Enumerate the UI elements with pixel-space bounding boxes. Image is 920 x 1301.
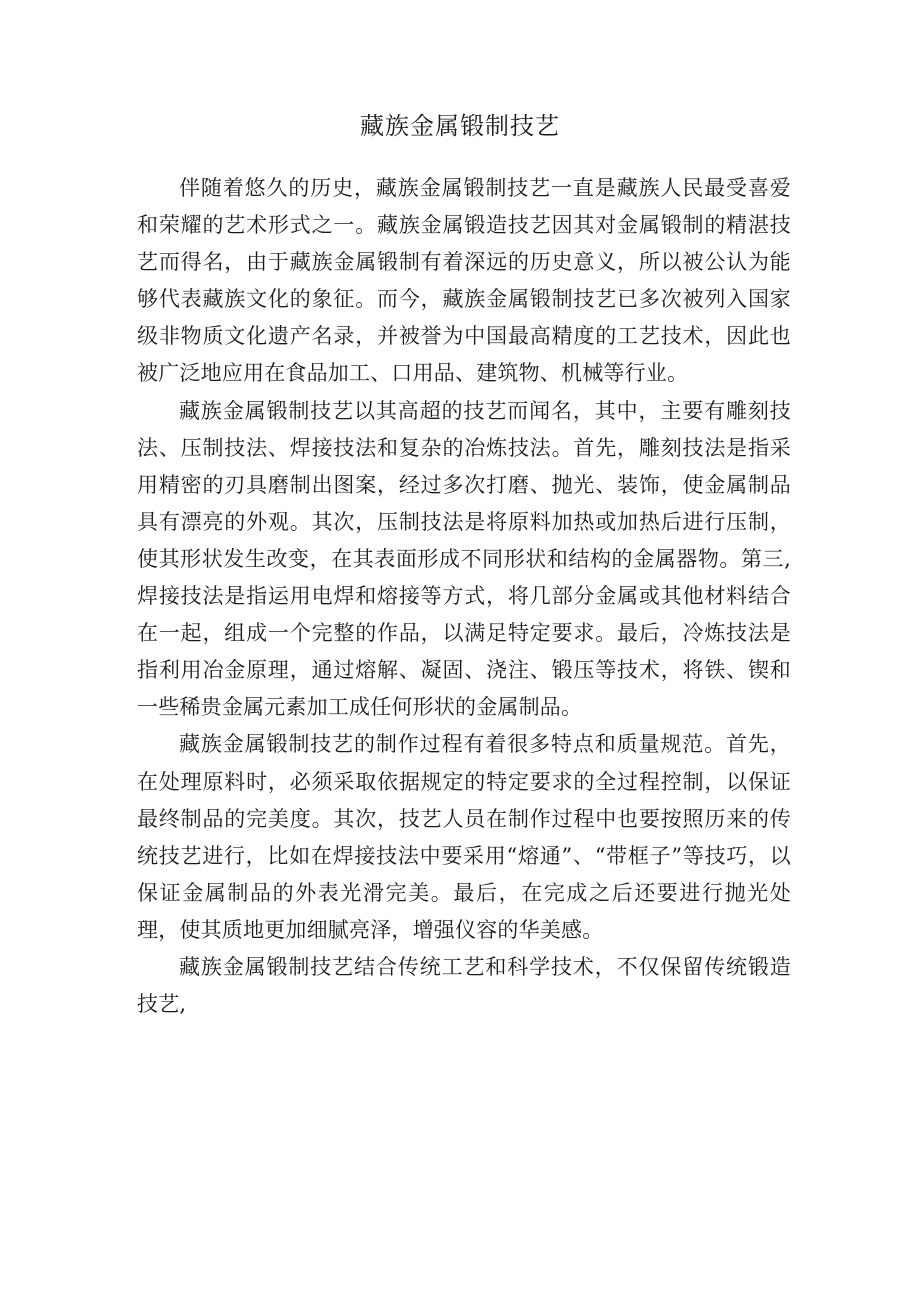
paragraph-1: 伴随着悠久的历史，藏族金属锻制技艺一直是藏族人民最受喜爱和荣耀的艺术形式之一。藏族金属锻造技艺因其对金属锻制的精湛技艺而得名，由于藏族金属锻制有着深远的历史意义，所以被公认为能够代表藏族文化的象征。而今，藏族金属锻制技艺已多次被列入国家级非物质文化遗产名录，并被誉为中国最高精度的工艺技术，因此也被广泛地应用在食品加工、口用品、建筑物、机械等行业。 — [137, 176, 791, 386]
document-title: 藏族金属锻制技艺 — [360, 112, 560, 140]
paragraph-4: 藏族金属锻制技艺结合传统工艺和科学技术，不仅保留传统锻造技艺, — [137, 954, 791, 1017]
paragraph-2: 藏族金属锻制技艺以其高超的技艺而闻名，其中，主要有雕刻技法、压制技法、焊接技法和复杂的冶炼技法。首先，雕刻技法是指采用精密的刃具磨制出图案，经过多次打磨、抛光、装饰，使金属制品具有漂亮的外观。其次，压制技法是将原料加热或加热后进行压制，使其形状发生改变，在其表面形成不同形状和结构的金属器物。第三,焊接技法是指运用电焊和熔接等方式，将几部分金属或其他材料结合在一起，组成一个完整的作品，以满足特定要求。最后，冷炼技法是指利用冶金原理，通过熔解、凝固、浇注、锻压等技术，将铁、锲和一些稀贵金属元素加工成任何形状的金属制品。 — [137, 398, 791, 720]
paragraph-3: 藏族金属锻制技艺的制作过程有着很多特点和质量规范。首先，在处理原料时，必须采取依据规定的特定要求的全过程控制，以保证最终制品的完美度。其次，技艺人员在制作过程中也要按照历来的传统技艺进行，比如在焊接技法中要采用“熔通”、“带框子”等技巧，以保证金属制品的外表光滑完美。最后，在完成之后还要进行抛光处理，使其质地更加细腻亮泽，增强仪容的华美感。 — [137, 732, 791, 942]
document-body — [137, 170, 791, 1023]
